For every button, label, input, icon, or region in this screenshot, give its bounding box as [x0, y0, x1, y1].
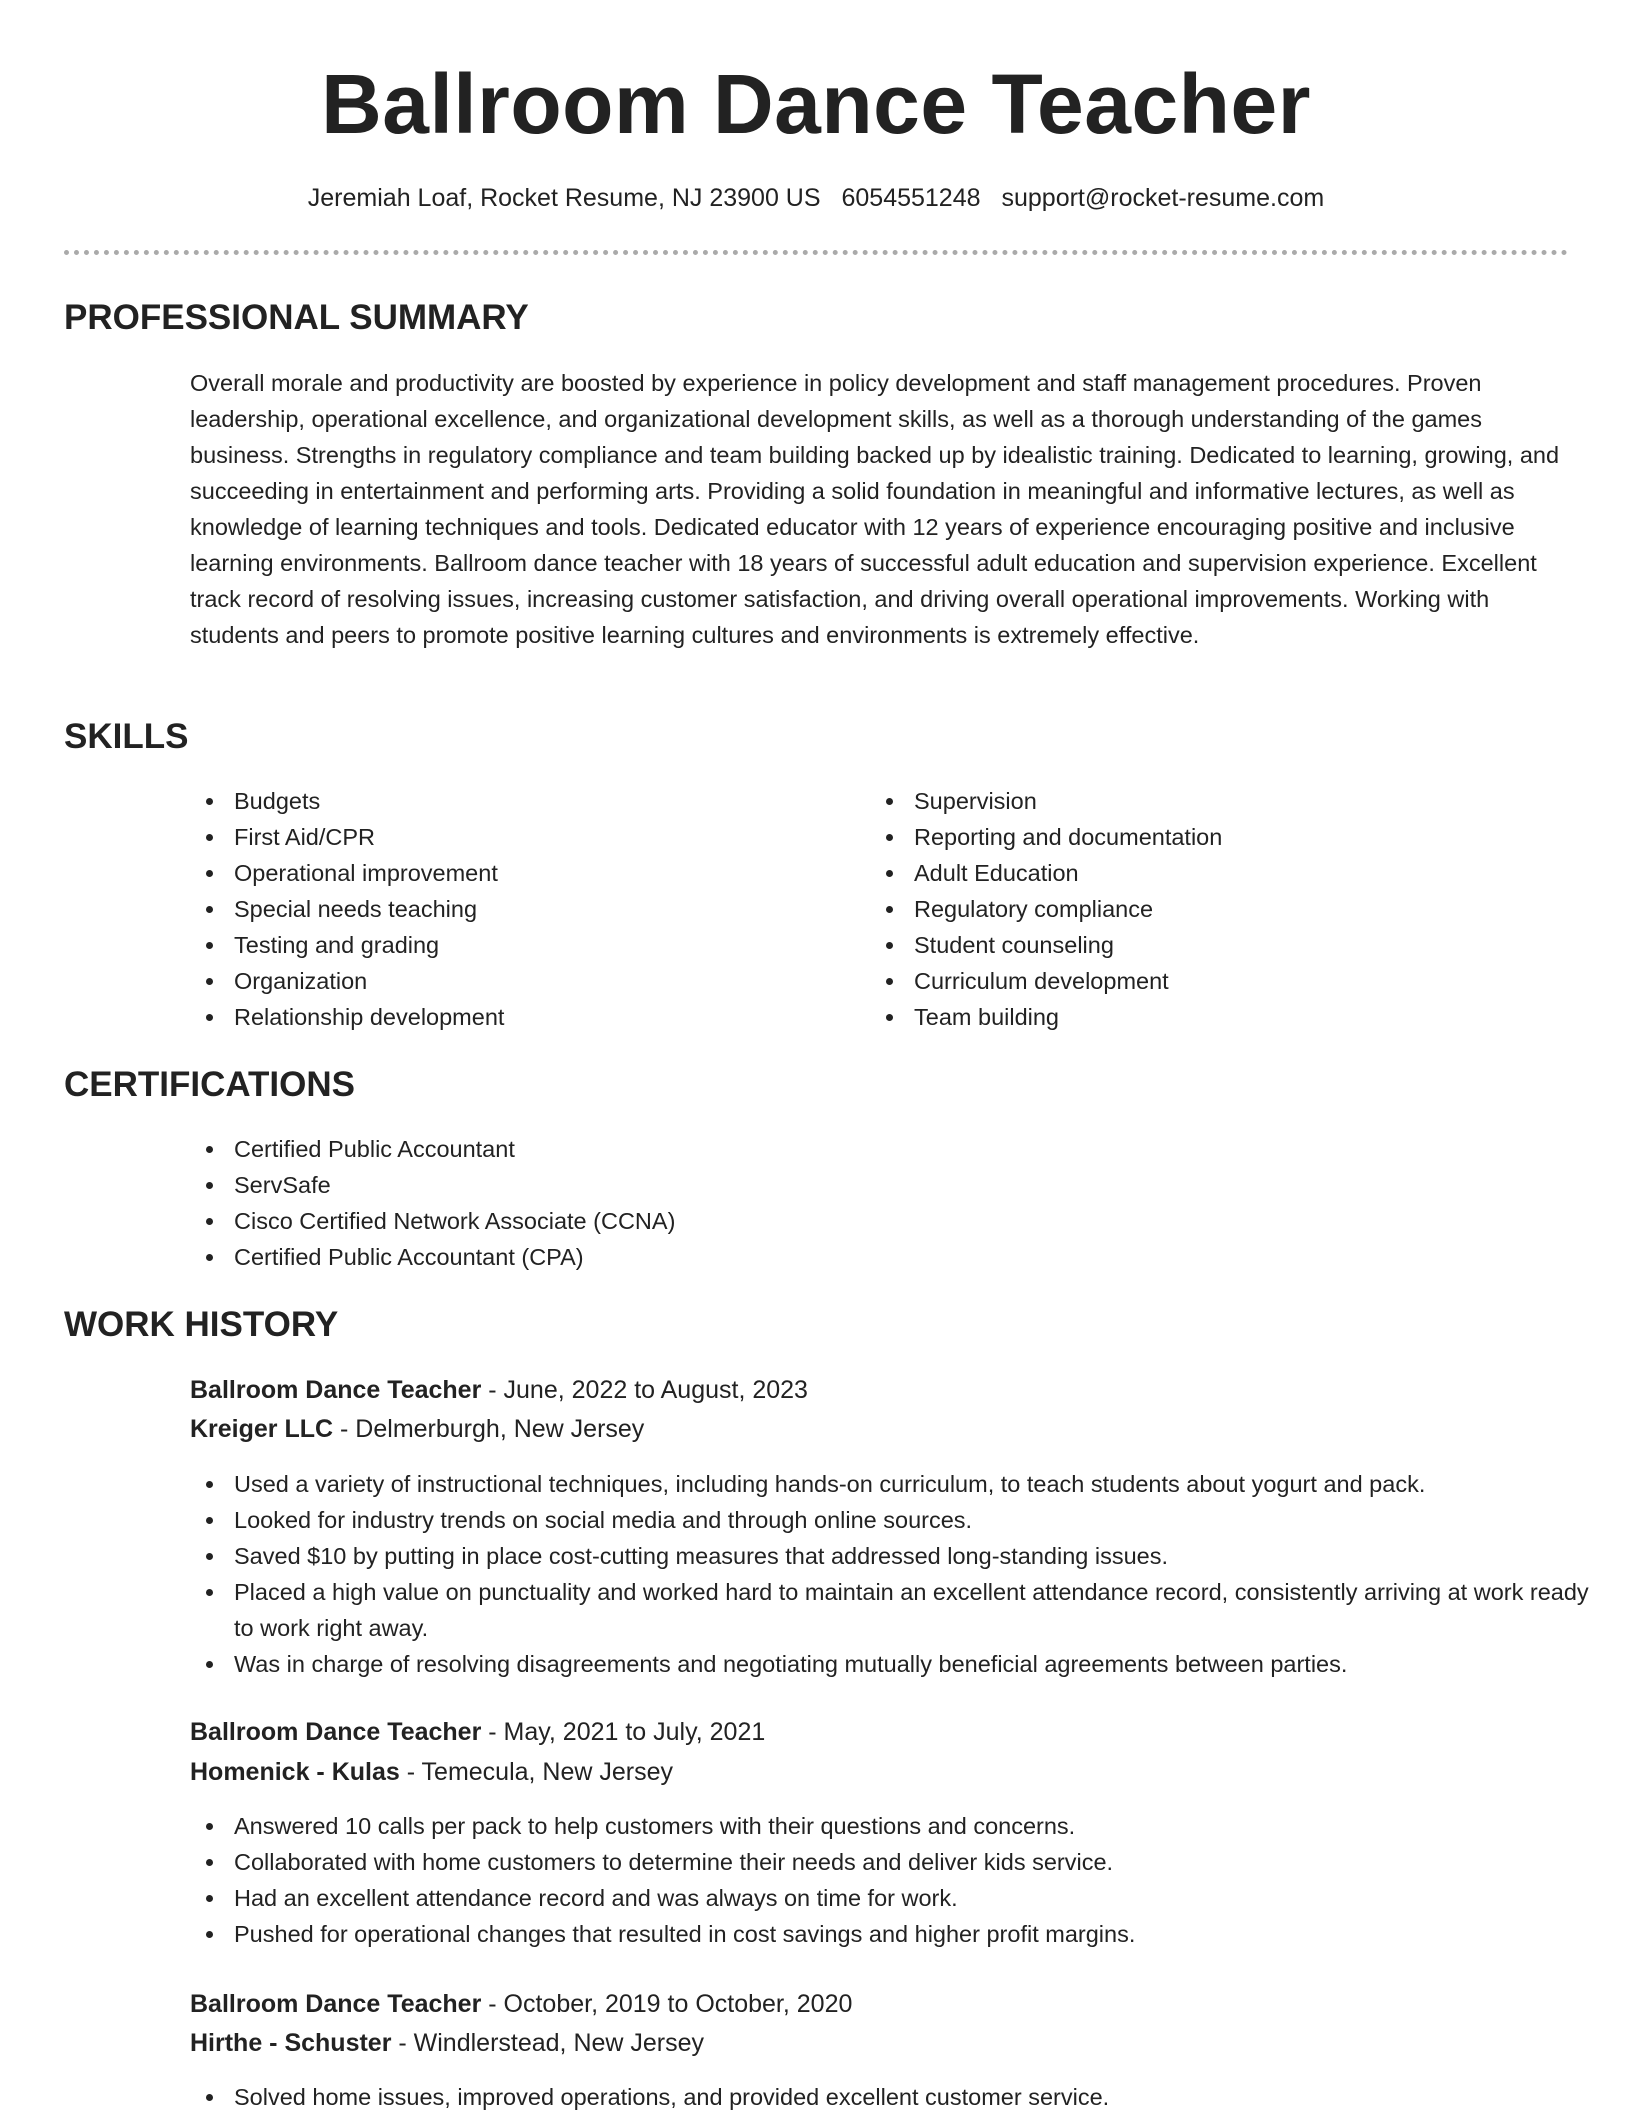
contact-email: support@rocket-resume.com	[1001, 184, 1325, 212]
certification-item: ServSafe	[190, 1167, 675, 1203]
job-company-line	[190, 2025, 704, 2061]
skill-item: Testing and grading	[190, 927, 504, 963]
resume-title: Ballroom Dance Teacher	[321, 57, 1311, 151]
job-bullets	[190, 1808, 1590, 1952]
certification-item: Cisco Certified Network Associate (CCNA)	[190, 1203, 675, 1239]
job-title-line	[190, 1986, 852, 2022]
skills-heading: SKILLS	[64, 717, 189, 756]
header-divider	[64, 250, 1568, 255]
job-location: - Temecula, New Jersey	[399, 1758, 674, 1786]
skill-item: Special needs teaching	[190, 891, 504, 927]
job-bullet: Used a variety of instructional techniques, including hands-on curriculum, to teach students about yogurt and pack.	[190, 1466, 1590, 1502]
work-history-heading: WORK HISTORY	[64, 1305, 339, 1344]
job-bullet: Placed a high value on punctuality and worked hard to maintain an excellent attendance record, consistently arriving at work ready to work right away.	[190, 1574, 1590, 1646]
job-bullet: Was in charge of resolving disagreements and negotiating mutually beneficial agreements between parties.	[190, 1646, 1590, 1682]
job-title-line	[190, 1714, 765, 1750]
contact-address: Jeremiah Loaf, Rocket Resume, NJ 23900 US	[307, 184, 821, 212]
job-bullet: Answered 10 calls per pack to help customers with their questions and concerns.	[190, 1808, 1590, 1844]
skill-item: First Aid/CPR	[190, 819, 504, 855]
job-title: Ballroom Dance Teacher	[190, 1990, 482, 2018]
job-bullet: Collaborated with home customers to determine their needs and deliver kids service.	[190, 1844, 1590, 1880]
job-bullet: Pushed for operational changes that resulted in cost savings and higher profit margins.	[190, 1916, 1590, 1952]
job-bullets	[190, 1466, 1590, 1682]
certifications-list	[190, 1131, 675, 1275]
skill-item: Reporting and documentation	[870, 819, 1222, 855]
job-dates: - May, 2021 to July, 2021	[481, 1718, 766, 1746]
job-company: Hirthe - Schuster	[190, 2029, 392, 2057]
job-bullet: Looked for industry trends on social media and through online sources.	[190, 1502, 1590, 1538]
contact-line	[0, 180, 1632, 216]
job-company: Kreiger LLC	[190, 1415, 334, 1443]
job-location: - Delmerburgh, New Jersey	[333, 1415, 645, 1443]
skill-item: Supervision	[870, 783, 1222, 819]
job-title-line	[190, 1372, 808, 1408]
job-bullets	[190, 2079, 1590, 2115]
job-bullet: Had an excellent attendance record and was always on time for work.	[190, 1880, 1590, 1916]
skills-list-right	[870, 783, 1222, 1035]
job-company: Homenick - Kulas	[190, 1758, 400, 1786]
skill-item: Team building	[870, 999, 1222, 1035]
skill-item: Operational improvement	[190, 855, 504, 891]
skill-item: Organization	[190, 963, 504, 999]
summary-heading: PROFESSIONAL SUMMARY	[64, 298, 529, 337]
skill-item: Regulatory compliance	[870, 891, 1222, 927]
skill-item: Relationship development	[190, 999, 504, 1035]
certification-item: Certified Public Accountant	[190, 1131, 675, 1167]
skill-item: Student counseling	[870, 927, 1222, 963]
job-bullet: Saved $10 by putting in place cost-cutting measures that addressed long-standing issues.	[190, 1538, 1590, 1574]
skill-item: Budgets	[190, 783, 504, 819]
job-dates: - October, 2019 to October, 2020	[481, 1990, 853, 2018]
certification-item: Certified Public Accountant (CPA)	[190, 1239, 675, 1275]
job-bullet: Solved home issues, improved operations, and provided excellent customer service.	[190, 2079, 1590, 2115]
job-company-line	[190, 1754, 673, 1790]
skills-list-left	[190, 783, 504, 1035]
job-dates: - June, 2022 to August, 2023	[481, 1376, 808, 1404]
job-company-line	[190, 1411, 644, 1447]
job-title: Ballroom Dance Teacher	[190, 1376, 482, 1404]
certifications-heading: CERTIFICATIONS	[64, 1065, 356, 1104]
skill-item: Adult Education	[870, 855, 1222, 891]
skill-item: Curriculum development	[870, 963, 1222, 999]
summary-text: Overall morale and productivity are boosted by experience in policy development and staff management procedures. Proven leadership, operational excellence, and organizational development skills, as well as a thorough understanding of the games business. Strengths in regulatory compliance and team building backed up by idealistic training. Dedicated to learning, growing, and succeeding in entertainment and performing arts. Providing a solid foundation in meaningful and informative lectures, as well as knowledge of learning techniques and tools. Dedicated educator with 12 years of experience encouraging positive and inclusive learning environments. Ballroom dance teacher with 18 years of successful adult education and supervision experience. Excellent track record of resolving issues, increasing customer satisfaction, and driving overall operational improvements. Working with students and peers to promote positive learning cultures and environments is extremely effective.	[190, 370, 1560, 648]
job-title: Ballroom Dance Teacher	[190, 1718, 482, 1746]
contact-phone: 6054551248	[841, 184, 981, 212]
job-location: - Windlerstead, New Jersey	[391, 2029, 705, 2057]
